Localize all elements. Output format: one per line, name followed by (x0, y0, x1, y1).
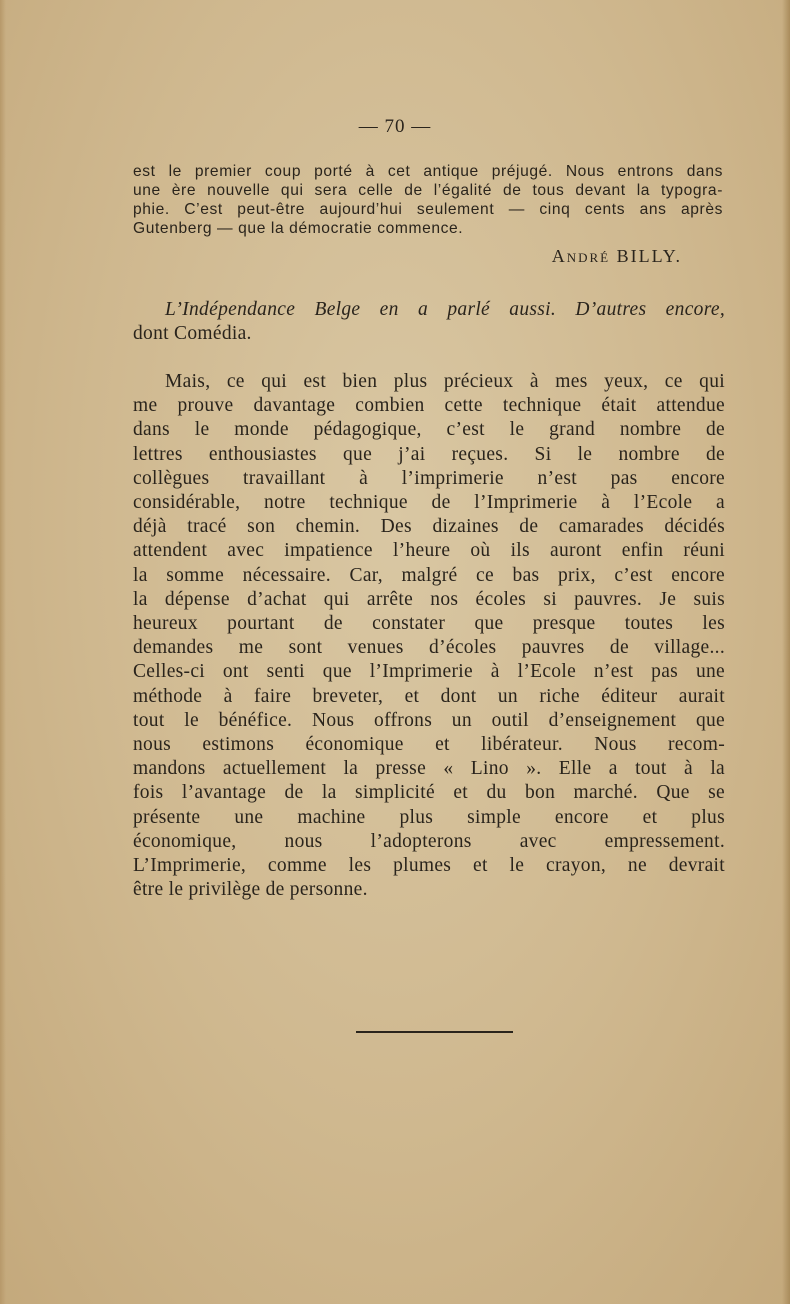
paragraph-letters (133, 370, 725, 902)
paragraph-line: heureux pourtant de constater que presque toutes les (133, 613, 725, 635)
paragraph-line: me prouve davantage combien cette technique était attendue (133, 395, 725, 417)
quote-line: une ère nouvelle qui sera celle de l’égalité de tous devant la typogra- (133, 182, 723, 199)
paragraph-line: collègues travaillant à l’imprimerie n’est pas encore (133, 467, 725, 489)
paragraph-line: dans le monde pédagogique, c’est le grand nombre de (133, 419, 725, 441)
paragraph-line: économique, nous l’adopterons avec empressement. (133, 830, 725, 852)
paragraph-line: Celles-ci ont senti que l’Imprimerie à l’Ecole n’est pas une (133, 661, 725, 683)
paragraph-line: la dépense d’achat qui arrête nos écoles si pauvres. Je suis (133, 588, 725, 610)
quote-line: Gutenberg — que la démocratie commence. (133, 220, 464, 237)
paragraph-line: tout le bénéfice. Nous offrons un outil d’enseignement que (133, 709, 725, 731)
paragraph-line: mandons actuellement la presse « Lino ». Elle a tout à la (133, 758, 725, 780)
paragraph-line: méthode à faire breveter, et dont un riche éditeur aurait (133, 685, 725, 707)
quoted-passage (133, 162, 723, 238)
paragraph-line: nous estimons économique et libérateur. Nous recom- (133, 734, 725, 756)
page-left-edge (0, 0, 6, 1304)
section-divider (356, 1031, 513, 1033)
quote-line: est le premier coup porté à cet antique préjugé. Nous entrons dans (133, 163, 723, 180)
paragraph-line: être le privilège de personne. (133, 879, 368, 901)
page-number: — 70 — (358, 116, 432, 137)
quote-line: phie. C’est peut-être aujourd’hui seulement — cinq cents ans après (133, 201, 723, 218)
paragraph-line: présente une machine plus simple encore et plus (133, 806, 725, 828)
paragraph-line: déjà tracé son chemin. Des dizaines de camarades décidés (133, 516, 725, 538)
paragraph-line (133, 298, 725, 322)
page-right-edge (782, 0, 790, 1304)
paragraph-line: L’Imprimerie, comme les plumes et le crayon, ne devrait (133, 855, 725, 877)
paragraph-press-mentions (133, 298, 725, 346)
paragraph-line: fois l’avantage de la simplicité et du bon marché. Que se (133, 782, 725, 804)
paragraph-line-text: dont Comédia. (133, 323, 252, 345)
paragraph-line: demandes me sont venues d’écoles pauvres de village... (133, 637, 725, 659)
paragraph-line: Mais, ce qui est bien plus précieux à mes yeux, ce qui (165, 371, 725, 392)
paragraph-line-text: L’Indépendance Belge en a parlé aussi. D’autres encore, (165, 299, 725, 320)
paragraph-line: attendent avec impatience l’heure où ils auront enfin réuni (133, 540, 725, 562)
paragraph-line: lettres enthousiastes que j’ai reçues. Si le nombre de (133, 443, 725, 465)
quote-signature: André BILLY. (551, 246, 682, 266)
paragraph-line (133, 322, 725, 346)
paragraph-line: la somme nécessaire. Car, malgré ce bas prix, c’est encore (133, 564, 725, 586)
paragraph-line: considérable, notre technique de l’Imprimerie à l’Ecole a (133, 492, 725, 514)
